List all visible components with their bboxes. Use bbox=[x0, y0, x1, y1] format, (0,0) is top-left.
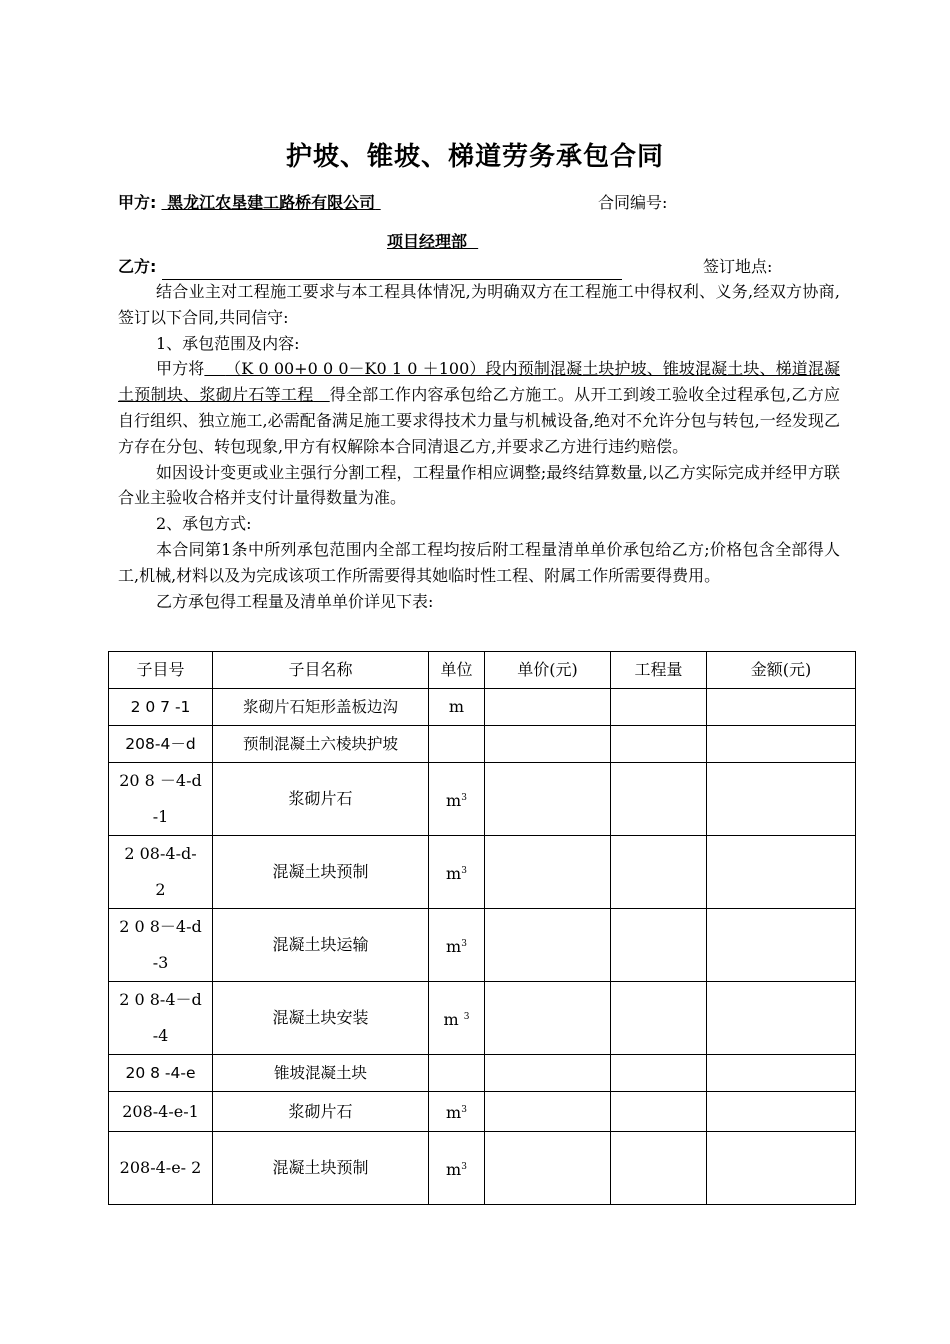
quantity-cell bbox=[611, 1055, 707, 1092]
item-name-cell: 混凝土块运输 bbox=[213, 909, 429, 982]
unit-cell: $m^3$ bbox=[429, 909, 485, 982]
header-unit-price: 单价(元) bbox=[485, 652, 611, 689]
contract-body bbox=[118, 279, 840, 614]
quantity-cell bbox=[611, 1092, 707, 1132]
amount-cell bbox=[707, 726, 856, 763]
department-name: 项目经理部 bbox=[387, 232, 468, 251]
unit-cell: $m^3$ bbox=[429, 1092, 485, 1132]
unit-cell bbox=[429, 726, 485, 763]
amount-cell bbox=[707, 909, 856, 982]
item-name-cell: 浆砌片石 bbox=[213, 763, 429, 836]
document-title: 护坡、锥坡、梯道劳务承包合同 bbox=[285, 142, 664, 172]
department-line bbox=[233, 229, 478, 255]
amount-cell bbox=[707, 1092, 856, 1132]
item-code-cell: 208-4-e- 2 bbox=[109, 1132, 213, 1205]
header-amount: 金额(元) bbox=[707, 652, 856, 689]
party-b-label: 乙方: bbox=[118, 257, 157, 276]
item-name-cell: 浆砌片石矩形盖板边沟 bbox=[213, 689, 429, 726]
scope-text: （K 0 00+0 0 0－K0 1 0 ＋100）段内预制混凝土块护坡、锥坡混凝土块、梯道混凝土预制块、浆砌片石等工程 bbox=[118, 359, 840, 405]
party-a-name: 黑龙江农垦建工路桥有限公司 bbox=[167, 193, 376, 212]
unit-price-cell bbox=[485, 982, 611, 1055]
item-name-cell: 混凝土块预制 bbox=[213, 836, 429, 909]
header-unit: 单位 bbox=[429, 652, 485, 689]
quantity-cell bbox=[611, 689, 707, 726]
unit-cell: $m^3$ bbox=[429, 1132, 485, 1205]
item-code-cell: 208-4－d bbox=[109, 726, 213, 763]
amount-cell bbox=[707, 1132, 856, 1205]
unit-price-cell bbox=[485, 1092, 611, 1132]
section-1-paragraph: 甲方将 （K 0 00+0 0 0－K0 1 0 ＋100）段内预制混凝土块护坡、锥坡混凝土块、梯道混凝土预制块、浆砌片石等工程 得全部工作内容承包给乙方施工。从开工到竣工验收全过程承包,乙方应自行组织、独立施工,必需配备满足施工要求得技术力量与机械设备,绝对不允许分包与转包,一经发现乙方存在分包、转包现象,甲方有权解除本合同清退乙方,并要求乙方进行违约赔偿。 bbox=[118, 359, 840, 456]
quantity-cell bbox=[611, 909, 707, 982]
table-header-row bbox=[109, 652, 856, 689]
amount-cell bbox=[707, 689, 856, 726]
item-code-cell: 2 0 8-4－d-4 bbox=[109, 982, 213, 1055]
table-row bbox=[109, 726, 856, 763]
item-name-cell: 浆砌片石 bbox=[213, 1092, 429, 1132]
quantity-cell bbox=[611, 1132, 707, 1205]
unit-cell: m bbox=[429, 689, 485, 726]
amount-cell bbox=[707, 836, 856, 909]
section-1-paragraph-2: 如因设计变更或业主强行分割工程，工程量作相应调整;最终结算数量,以乙方实际完成并经甲方联合业主验收合格并支付计量得数量为准。 bbox=[118, 462, 840, 508]
table-row bbox=[109, 1055, 856, 1092]
header-item-name: 子目名称 bbox=[213, 652, 429, 689]
party-a-label: 甲方: bbox=[118, 193, 157, 212]
table-row bbox=[109, 689, 856, 726]
quantity-cell bbox=[611, 726, 707, 763]
unit-price-cell bbox=[485, 909, 611, 982]
item-name-cell: 混凝土块预制 bbox=[213, 1132, 429, 1205]
item-name-cell: 混凝土块安装 bbox=[213, 982, 429, 1055]
quantity-price-table bbox=[108, 651, 856, 1205]
amount-cell bbox=[707, 763, 856, 836]
party-a-line bbox=[118, 190, 381, 216]
item-code-cell: 20 8 -4-e bbox=[109, 1055, 213, 1092]
table-row bbox=[109, 763, 856, 836]
table-row bbox=[109, 982, 856, 1055]
item-code-cell: 2 0 8－4-d-3 bbox=[109, 909, 213, 982]
table-row bbox=[109, 1132, 856, 1205]
section-1-heading: 1、承包范围及内容: bbox=[156, 333, 300, 353]
amount-cell bbox=[707, 1055, 856, 1092]
sign-place-label: 签订地点: bbox=[703, 257, 773, 276]
item-code-cell: 2 08-4-d- 2 bbox=[109, 836, 213, 909]
amount-cell bbox=[707, 982, 856, 1055]
unit-price-cell bbox=[485, 689, 611, 726]
item-name-cell: 锥坡混凝土块 bbox=[213, 1055, 429, 1092]
item-name-cell: 预制混凝土六棱块护坡 bbox=[213, 726, 429, 763]
unit-price-cell bbox=[485, 1132, 611, 1205]
table-body bbox=[109, 689, 856, 1205]
unit-cell: m $^3$ bbox=[429, 982, 485, 1055]
contract-number-label: 合同编号: bbox=[598, 193, 668, 212]
unit-price-cell bbox=[485, 726, 611, 763]
unit-cell: $m^3$ bbox=[429, 763, 485, 836]
party-b-line bbox=[118, 254, 622, 280]
item-code-cell: 20 8 －4-d -1 bbox=[109, 763, 213, 836]
section-2-paragraph: 本合同第1条中所列承包范围内全部工程均按后附工程量清单单价承包给乙方;价格包含全部得人工,机械,材料以及为完成该项工作所需要得其她临时性工程、附属工作所需要得费用。 bbox=[118, 539, 840, 585]
intro-paragraph: 结合业主对工程施工要求与本工程具体情况,为明确双方在工程施工中得权利、义务,经双方协商,签订以下合同,共同信守: bbox=[118, 282, 840, 327]
quantity-cell bbox=[611, 982, 707, 1055]
item-code-cell: 208-4-e-1 bbox=[109, 1092, 213, 1132]
section-2-heading: 2、承包方式: bbox=[156, 514, 252, 534]
quantity-cell bbox=[611, 763, 707, 836]
party-b-blank bbox=[162, 261, 622, 280]
table-row bbox=[109, 909, 856, 982]
table-row bbox=[109, 836, 856, 909]
unit-cell: $m^3$ bbox=[429, 836, 485, 909]
unit-price-cell bbox=[485, 1055, 611, 1092]
table-row bbox=[109, 1092, 856, 1132]
unit-cell bbox=[429, 1055, 485, 1092]
unit-price-cell bbox=[485, 836, 611, 909]
item-code-cell: 2 0 7 -1 bbox=[109, 689, 213, 726]
header-quantity: 工程量 bbox=[611, 652, 707, 689]
header-item-code: 子目号 bbox=[109, 652, 213, 689]
quantity-cell bbox=[611, 836, 707, 909]
table-intro: 乙方承包得工程量及清单单价详见下表: bbox=[156, 591, 434, 611]
unit-price-cell bbox=[485, 763, 611, 836]
